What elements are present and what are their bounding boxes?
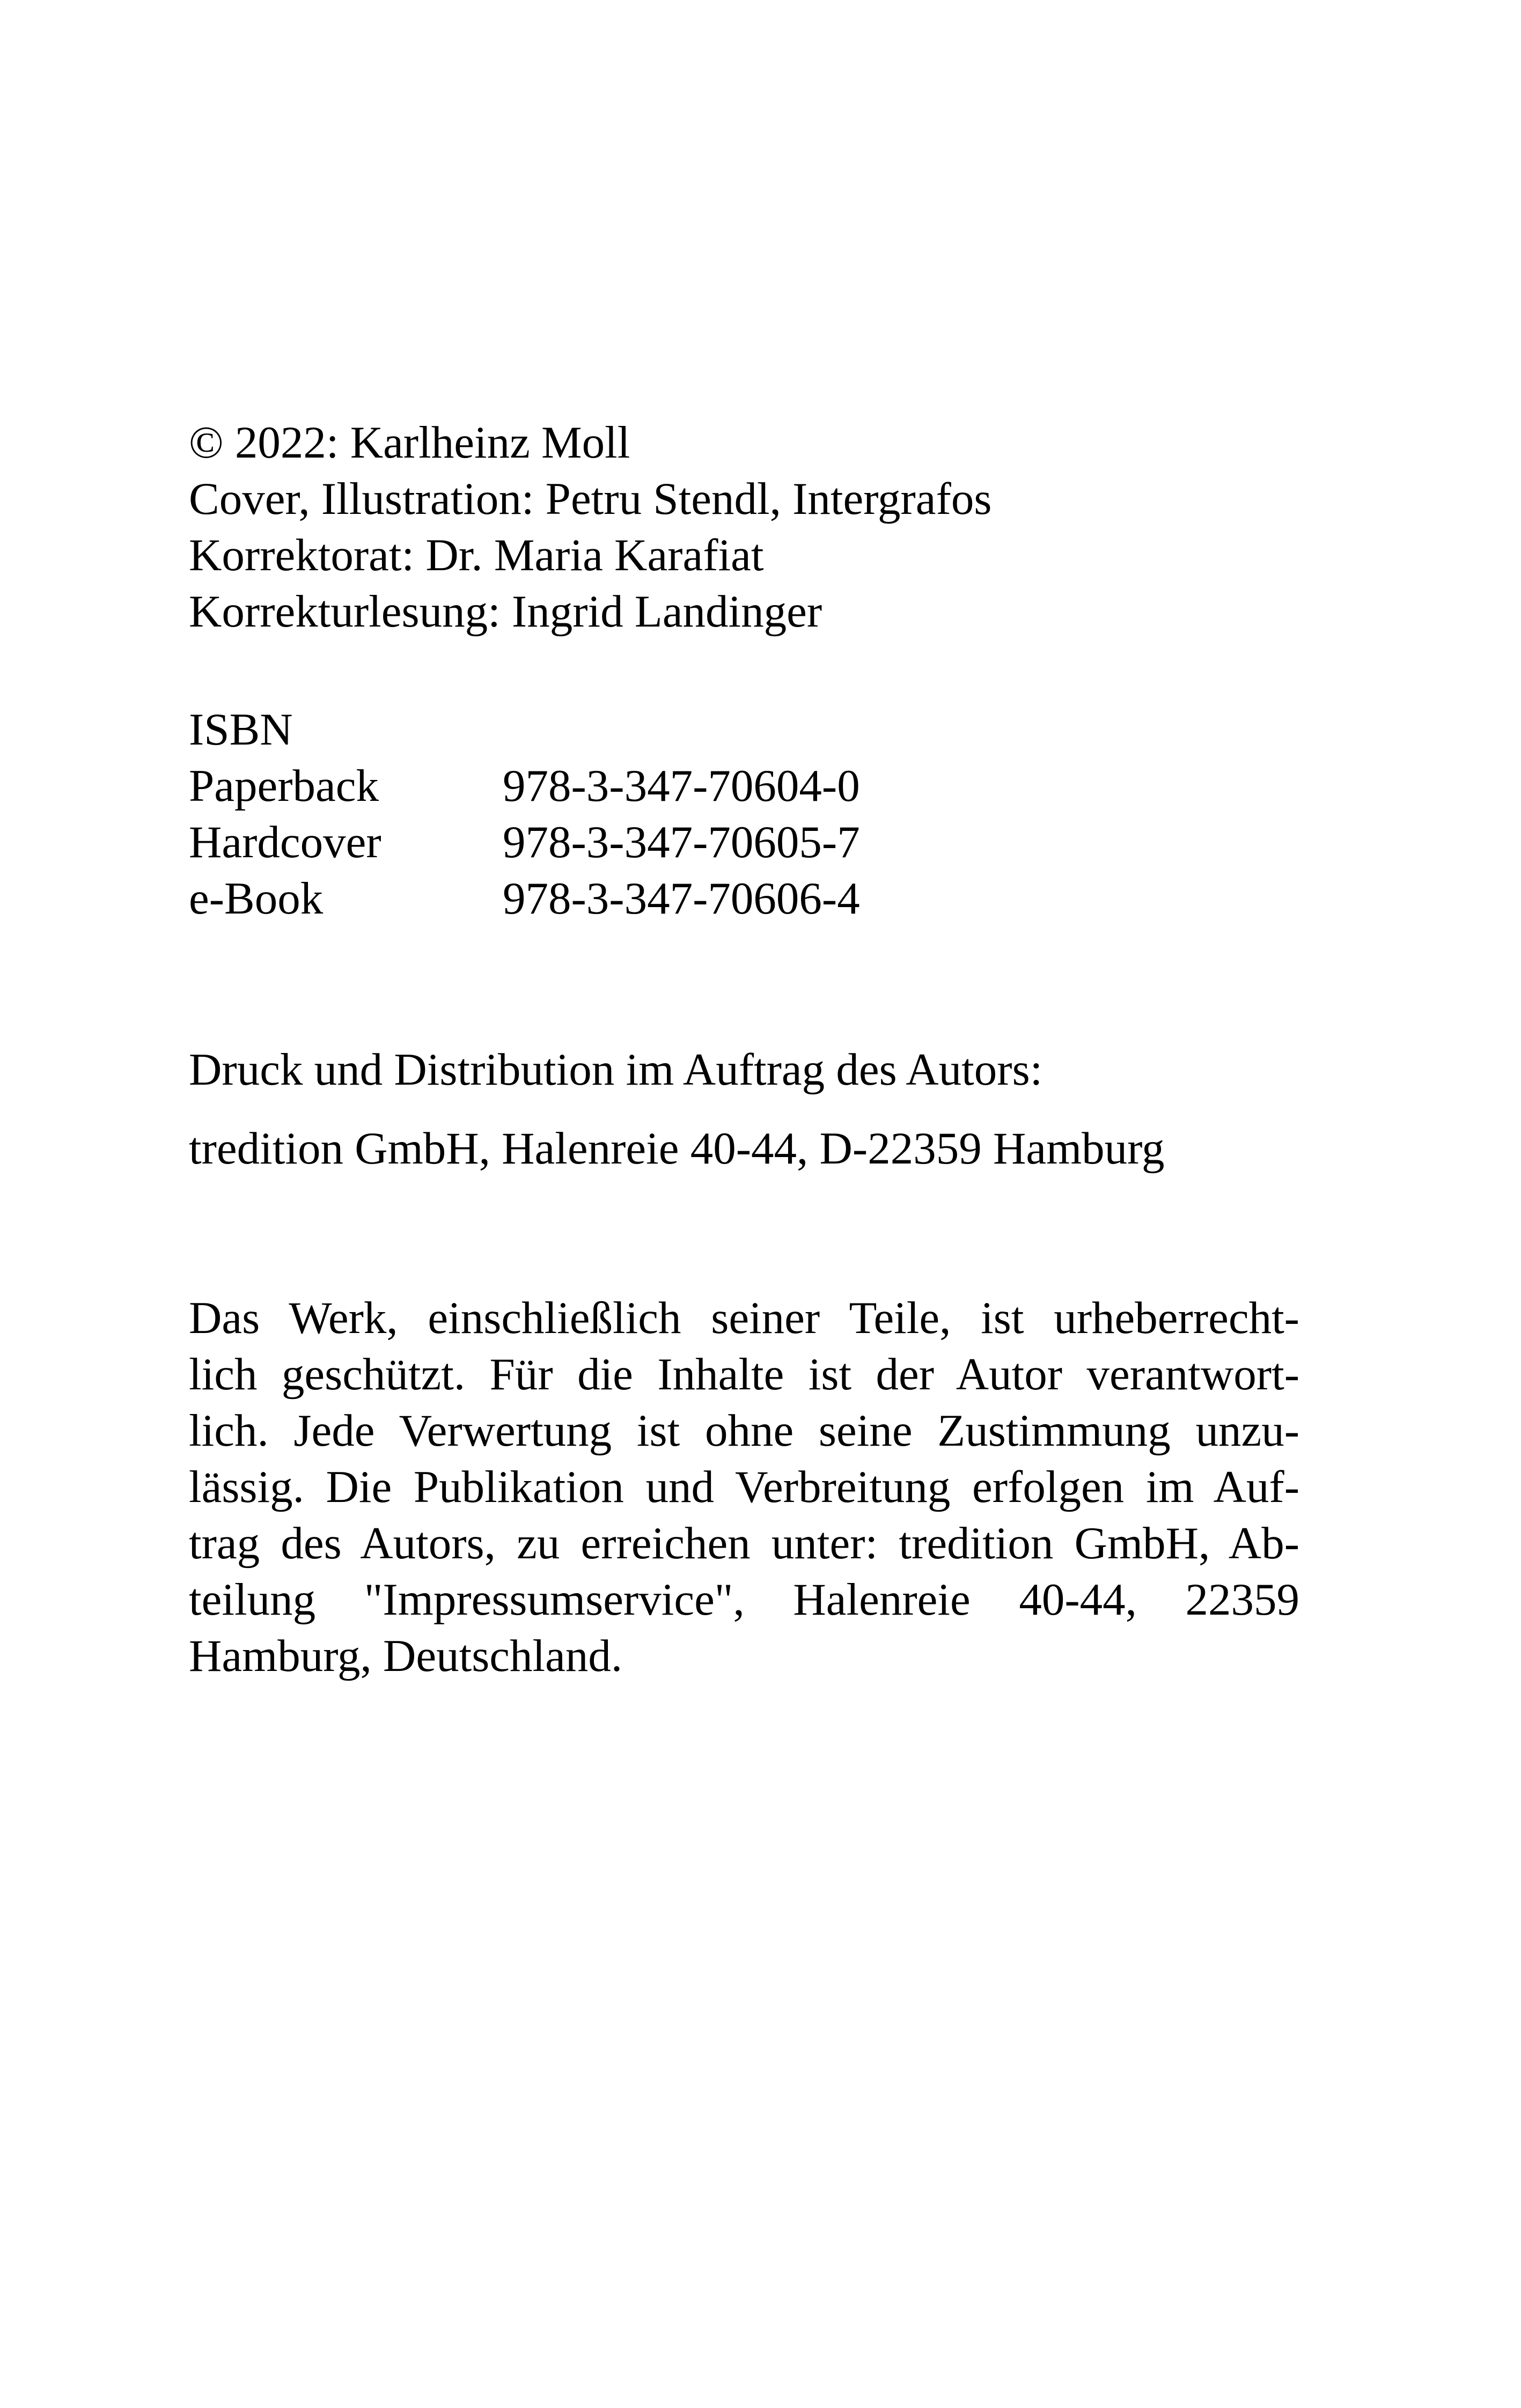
isbn-heading: ISBN bbox=[189, 704, 293, 755]
credits-block bbox=[189, 415, 1299, 640]
isbn-number: 978-3-347-70604-0 bbox=[503, 761, 860, 811]
isbn-row-paperback bbox=[189, 758, 1299, 814]
legal-line: Hamburg, Deutschland. bbox=[189, 1631, 623, 1681]
final-proofreading-credit-line: Korrekturlesung: Ingrid Landinger bbox=[189, 586, 822, 637]
isbn-row-hardcover bbox=[189, 814, 1299, 871]
legal-line: trag des Autors, zu erreichen unter: tredition GmbH, Ab- bbox=[189, 1518, 1299, 1568]
legal-line: lich. Jede Verwertung ist ohne seine Zustimmung unzu- bbox=[189, 1405, 1299, 1456]
isbn-format: e-Book bbox=[189, 873, 324, 924]
legal-line: Das Werk, einschließlich seiner Teile, ist urheberrecht- bbox=[189, 1293, 1299, 1343]
isbn-block bbox=[189, 702, 1299, 927]
legal-line: lich geschützt. Für die Inhalte ist der Autor verantwort- bbox=[189, 1349, 1299, 1400]
distribution-statement: Druck und Distribution im Auftrag des Autors: bbox=[189, 1044, 1043, 1095]
isbn-row-ebook bbox=[189, 871, 1299, 927]
copyright-line: © 2022: Karlheinz Moll bbox=[189, 417, 630, 468]
distribution-block bbox=[189, 1042, 1299, 1177]
isbn-number: 978-3-347-70605-7 bbox=[503, 817, 860, 867]
legal-line: teilung "Impressumservice", Halenreie 40-44, 22359 bbox=[189, 1574, 1299, 1625]
legal-line: lässig. Die Publikation und Verbreitung erfolgen im Auf- bbox=[189, 1462, 1299, 1512]
isbn-format: Hardcover bbox=[189, 817, 381, 867]
copyright-notice-paragraph bbox=[189, 1290, 1299, 1684]
isbn-number: 978-3-347-70606-4 bbox=[503, 873, 860, 924]
publisher-address: tredition GmbH, Halenreie 40-44, D-22359 Hamburg bbox=[189, 1123, 1165, 1174]
proofreading-credit-line: Korrektorat: Dr. Maria Karafiat bbox=[189, 530, 764, 580]
cover-credit-line: Cover, Illustration: Petru Stendl, Intergrafos bbox=[189, 474, 992, 524]
isbn-format: Paperback bbox=[189, 761, 379, 811]
